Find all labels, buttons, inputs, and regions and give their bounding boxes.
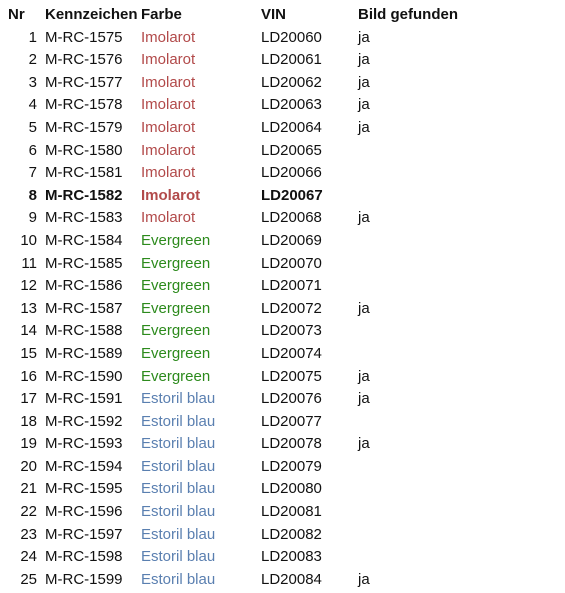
cell-bild-gefunden: [358, 275, 508, 298]
cell-vin: LD20065: [261, 141, 322, 159]
cell-nr: 1: [28, 28, 37, 46]
cell-bild-gefunden: [358, 185, 508, 208]
cell-vin: LD20075: [261, 367, 322, 385]
table-row: [0, 366, 565, 389]
cell-nr: 25: [20, 570, 37, 588]
cell-farbe: Evergreen: [141, 344, 211, 362]
table-row: [0, 185, 565, 208]
cell-bild-gefunden: ja: [358, 118, 370, 136]
cell-nr: 11: [21, 254, 37, 272]
cell-kennzeichen: M-RC-1587: [45, 299, 123, 317]
cell-bild-gefunden: [358, 546, 508, 569]
cell-kennzeichen: M-RC-1599: [45, 570, 123, 588]
cell-nr: 21: [20, 480, 37, 498]
cell-farbe: Estoril blau: [141, 390, 216, 408]
header-farbe: Farbe: [141, 6, 182, 23]
cell-bild-gefunden: [358, 524, 508, 547]
header-nr: Nr: [8, 6, 25, 23]
cell-nr: 8: [28, 186, 37, 204]
cell-farbe: Estoril blau: [141, 570, 216, 588]
cell-nr: 17: [20, 390, 37, 408]
cell-farbe: Imolarot: [141, 209, 196, 227]
cell-nr: 19: [20, 435, 37, 453]
cell-kennzeichen: M-RC-1585: [45, 254, 123, 272]
cell-vin: LD20079: [261, 457, 322, 475]
table-row: [0, 456, 565, 479]
cell-farbe: Imolarot: [141, 73, 196, 91]
table-row: [0, 27, 565, 50]
cell-bild-gefunden: ja: [358, 28, 370, 46]
cell-bild-gefunden: [358, 140, 508, 163]
cell-farbe: Estoril blau: [141, 457, 216, 475]
cell-farbe: Imolarot: [141, 186, 201, 204]
cell-nr: 5: [28, 118, 37, 136]
cell-nr: 14: [20, 322, 37, 340]
cell-farbe: Imolarot: [141, 164, 196, 182]
cell-bild-gefunden: [358, 478, 508, 501]
cell-nr: 4: [28, 96, 37, 114]
cell-bild-gefunden: [358, 253, 508, 276]
cell-farbe: Evergreen: [141, 299, 211, 317]
cell-nr: 23: [20, 525, 37, 543]
cell-vin: LD20084: [261, 570, 322, 588]
cell-farbe: Evergreen: [141, 277, 211, 295]
vehicle-table: [0, 4, 565, 591]
cell-kennzeichen: M-RC-1583: [45, 209, 123, 227]
cell-kennzeichen: M-RC-1580: [45, 141, 123, 159]
header-vin: VIN: [261, 6, 287, 23]
cell-vin: LD20069: [261, 231, 322, 249]
cell-vin: LD20071: [261, 277, 322, 295]
cell-nr: 24: [20, 548, 37, 566]
cell-kennzeichen: M-RC-1584: [45, 231, 123, 249]
cell-farbe: Imolarot: [141, 96, 196, 114]
cell-kennzeichen: M-RC-1575: [45, 28, 123, 46]
cell-nr: 7: [28, 164, 37, 182]
cell-bild-gefunden: ja: [358, 209, 370, 227]
cell-farbe: Estoril blau: [141, 525, 216, 543]
cell-vin: LD20072: [261, 299, 322, 317]
cell-bild-gefunden: ja: [358, 367, 370, 385]
table-row: [0, 388, 565, 411]
cell-bild-gefunden: [358, 230, 508, 253]
cell-bild-gefunden: ja: [358, 73, 370, 91]
cell-farbe: Evergreen: [141, 231, 211, 249]
header-bild-gefunden: Bild gefunden: [358, 6, 458, 23]
table-row: [0, 524, 565, 547]
cell-farbe: Estoril blau: [141, 480, 216, 498]
cell-vin: LD20067: [261, 186, 323, 204]
table-row: [0, 546, 565, 569]
cell-nr: 22: [20, 503, 37, 521]
cell-kennzeichen: M-RC-1595: [45, 480, 123, 498]
cell-bild-gefunden: [358, 501, 508, 524]
cell-nr: 6: [28, 141, 37, 159]
table-row: [0, 501, 565, 524]
cell-farbe: Estoril blau: [141, 435, 216, 453]
table-row: [0, 72, 565, 95]
cell-vin: LD20073: [261, 322, 322, 340]
table-row: [0, 569, 565, 592]
cell-vin: LD20068: [261, 209, 322, 227]
table-row: [0, 298, 565, 321]
cell-nr: 20: [20, 457, 37, 475]
cell-kennzeichen: M-RC-1588: [45, 322, 123, 340]
cell-vin: LD20061: [261, 51, 322, 69]
table-row: [0, 162, 565, 185]
cell-farbe: Evergreen: [141, 322, 211, 340]
cell-bild-gefunden: [358, 411, 508, 434]
cell-bild-gefunden: [358, 456, 508, 479]
cell-bild-gefunden: ja: [358, 570, 370, 588]
cell-vin: LD20070: [261, 254, 322, 272]
cell-vin: LD20077: [261, 412, 322, 430]
cell-bild-gefunden: ja: [358, 299, 370, 317]
table-row: [0, 411, 565, 434]
cell-vin: LD20083: [261, 548, 322, 566]
table-row: [0, 207, 565, 230]
cell-nr: 2: [28, 51, 37, 69]
cell-nr: 18: [20, 412, 37, 430]
table-row: [0, 117, 565, 140]
cell-kennzeichen: M-RC-1598: [45, 548, 123, 566]
cell-vin: LD20062: [261, 73, 322, 91]
table-row: [0, 49, 565, 72]
cell-nr: 15: [20, 344, 37, 362]
cell-nr: 9: [28, 209, 37, 227]
cell-farbe: Imolarot: [141, 141, 196, 159]
cell-kennzeichen: M-RC-1576: [45, 51, 123, 69]
cell-bild-gefunden: ja: [358, 435, 370, 453]
cell-vin: LD20078: [261, 435, 322, 453]
cell-vin: LD20060: [261, 28, 322, 46]
cell-farbe: Imolarot: [141, 118, 196, 136]
cell-vin: LD20082: [261, 525, 322, 543]
table-row: [0, 230, 565, 253]
cell-kennzeichen: M-RC-1592: [45, 412, 123, 430]
cell-nr: 3: [28, 73, 37, 91]
cell-bild-gefunden: [358, 162, 508, 185]
cell-vin: LD20081: [261, 503, 322, 521]
cell-farbe: Estoril blau: [141, 412, 216, 430]
header-kennzeichen: Kennzeichen: [45, 6, 138, 23]
cell-vin: LD20066: [261, 164, 322, 182]
table-row: [0, 320, 565, 343]
cell-farbe: Evergreen: [141, 367, 211, 385]
cell-farbe: Imolarot: [141, 51, 196, 69]
cell-bild-gefunden: ja: [358, 96, 370, 114]
cell-vin: LD20064: [261, 118, 322, 136]
cell-nr: 12: [20, 277, 37, 295]
cell-farbe: Estoril blau: [141, 548, 216, 566]
cell-bild-gefunden: [358, 343, 508, 366]
cell-kennzeichen: M-RC-1593: [45, 435, 123, 453]
table-body: [0, 27, 565, 592]
table-row: [0, 253, 565, 276]
cell-farbe: Imolarot: [141, 28, 196, 46]
table-row: [0, 478, 565, 501]
cell-kennzeichen: M-RC-1586: [45, 277, 123, 295]
cell-kennzeichen: M-RC-1577: [45, 73, 123, 91]
table-header-row: [0, 4, 565, 27]
cell-kennzeichen: M-RC-1591: [45, 390, 123, 408]
cell-nr: 13: [20, 299, 37, 317]
cell-kennzeichen: M-RC-1597: [45, 525, 123, 543]
cell-kennzeichen: M-RC-1578: [45, 96, 123, 114]
cell-nr: 16: [20, 367, 37, 385]
cell-vin: LD20080: [261, 480, 322, 498]
table-row: [0, 275, 565, 298]
table-row: [0, 433, 565, 456]
cell-kennzeichen: M-RC-1589: [45, 344, 123, 362]
cell-bild-gefunden: [358, 320, 508, 343]
table-row: [0, 140, 565, 163]
cell-kennzeichen: M-RC-1582: [45, 186, 123, 204]
cell-kennzeichen: M-RC-1596: [45, 503, 123, 521]
cell-vin: LD20076: [261, 390, 322, 408]
cell-kennzeichen: M-RC-1590: [45, 367, 123, 385]
cell-vin: LD20063: [261, 96, 322, 114]
cell-farbe: Estoril blau: [141, 503, 216, 521]
cell-vin: LD20074: [261, 344, 322, 362]
table-row: [0, 94, 565, 117]
cell-bild-gefunden: ja: [358, 390, 370, 408]
table-row: [0, 343, 565, 366]
cell-farbe: Evergreen: [141, 254, 211, 272]
cell-bild-gefunden: ja: [358, 51, 370, 69]
cell-kennzeichen: M-RC-1594: [45, 457, 123, 475]
cell-nr: 10: [20, 231, 37, 249]
cell-kennzeichen: M-RC-1581: [45, 164, 123, 182]
cell-kennzeichen: M-RC-1579: [45, 118, 123, 136]
